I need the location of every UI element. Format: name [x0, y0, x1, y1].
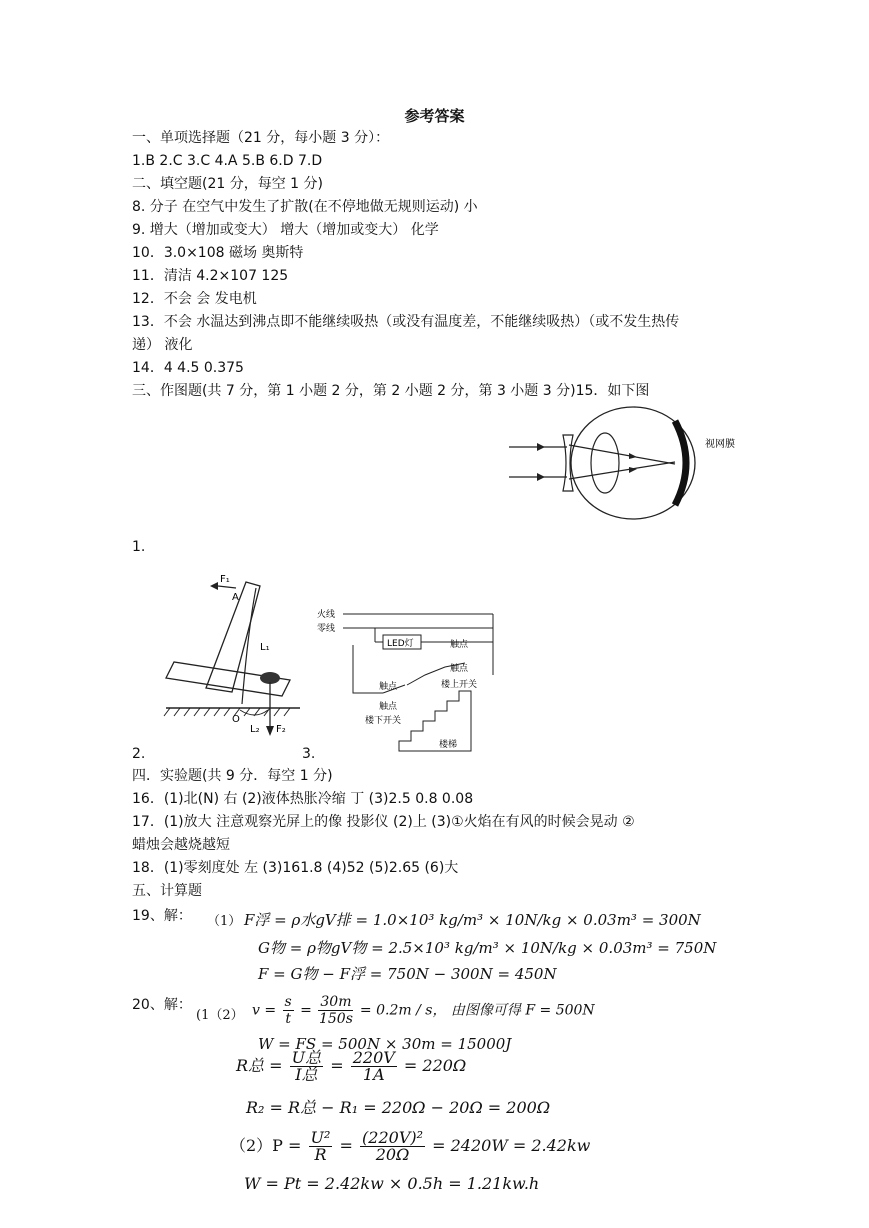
- label-contact-1: 触点: [450, 640, 469, 650]
- math-20-velocity: v = $\frac{s}{t}$ = $\frac{30m}{150s}$ = 0.2m / s， 由图像可得 F = 500N: [252, 994, 595, 1027]
- label-o: O: [232, 714, 240, 725]
- answer-line-13: 13．不会 水温达到沸点即不能继续吸热（或没有温度差，不能继续吸热）（或不发生热传: [132, 314, 680, 330]
- answer-label-20: 20、解：: [132, 997, 192, 1013]
- arm-l2: [240, 710, 268, 715]
- arrow-head-icon: [266, 726, 274, 736]
- math-19-net-force: F = G物 − F浮 = 750N − 300N = 450N: [258, 965, 557, 983]
- label-contact-2: 触点: [450, 664, 469, 674]
- section-heading-fill: 二、填空题(21 分，每空 1 分): [132, 176, 323, 192]
- answer-line-12: 12．不会 会 发电机: [132, 291, 257, 307]
- answer-line-13-cont: 递） 液化: [132, 337, 193, 353]
- page-title: 参考答案: [404, 107, 465, 125]
- math-19-buoyancy: F浮 = ρ水gV排 = 1.0×10³ kg/m³ × 10N/kg × 0.03m³ = 300N: [244, 911, 701, 929]
- answer-line-17: 17．(1)放大 注意观察光屏上的像 投影仪 (2)上 (3)①火焰在有风的时候会晃动 ②: [132, 814, 635, 830]
- math-20-total-resistance: R总 = $\frac{\text{U总}}{\text{I总}}$ = $\frac{220V}{1A}$ = 220Ω: [236, 1048, 467, 1084]
- answer-line-18: 18．(1)零刻度处 左 (3)161.8 (4)52 (5)2.65 (6)大: [132, 860, 459, 876]
- label-f2: F₂: [276, 724, 286, 735]
- label-a: A: [232, 592, 239, 603]
- math-20-r2: R₂ = R总 − R₁ = 220Ω − 20Ω = 200Ω: [246, 1098, 551, 1117]
- answer-line-16: 16．(1)北(N) 右 (2)液体热胀冷缩 丁 (3)2.5 0.8 0.08: [132, 791, 474, 807]
- label-contact-4: 触点: [379, 702, 398, 712]
- lever-diagram: [160, 570, 310, 740]
- section-heading-choice: 一、单项选择题（21 分，每小题 3 分）：: [132, 130, 390, 146]
- label-neutral-wire: 零线: [317, 624, 336, 634]
- figure-number-2: 2.: [132, 746, 146, 762]
- force-f1: [218, 586, 236, 588]
- answer-line-choice: 1.B 2.C 3.C 4.A 5.B 6.D 7.D: [132, 153, 323, 169]
- math-20-part-label: (1（2）: [196, 1008, 244, 1023]
- figure-number-3: 3.: [302, 746, 316, 762]
- answer-line-10: 10．3.0×108 磁场 奥斯特: [132, 245, 304, 261]
- label-stairs: 楼梯: [439, 740, 458, 750]
- answer-line-9: 9. 增大（增加或变大） 增大（增加或变大） 化学: [132, 222, 439, 238]
- circuit-diagram: [315, 605, 505, 755]
- label-l1: L₁: [260, 642, 270, 653]
- math-20-work: W = FS = 500N × 30m = 15000J: [258, 1035, 512, 1053]
- label-live-wire: 火线: [317, 610, 336, 620]
- label-l2: L₂: [250, 724, 260, 735]
- arrow-head-icon: [210, 582, 218, 590]
- label-led: LED灯: [387, 639, 414, 649]
- eye-crystalline-lens: [591, 433, 619, 493]
- section-heading-calculation: 五、计算题: [132, 883, 202, 899]
- stairs: [399, 691, 471, 751]
- light-ray-upper-out: [569, 445, 675, 464]
- label-contact-3: 触点: [379, 682, 398, 692]
- label-f1: F₁: [220, 574, 230, 585]
- retina: [675, 421, 686, 505]
- arrow-head-icon: [537, 443, 545, 451]
- section-heading-experiment: 四．实验题(共 9 分．每空 1 分): [132, 768, 333, 784]
- math-20-energy: W = Pt = 2.42kw × 0.5h = 1.21kw.h: [244, 1174, 540, 1193]
- answer-line-17-cont: 蜡烛会越烧越短: [132, 837, 230, 853]
- figure-number-1: 1.: [132, 539, 146, 555]
- section-heading-drawing: 三、作图题(共 7 分，第 1 小题 2 分，第 2 小题 2 分，第 3 小题 3 分)15．如下图: [132, 383, 650, 399]
- answer-line-11: 11．清洁 4.2×107 125: [132, 268, 289, 284]
- arrow-head-icon: [537, 473, 545, 481]
- label-downstairs-switch: 楼下开关: [365, 716, 402, 726]
- label-upstairs-switch: 楼上开关: [441, 680, 478, 690]
- math-19-gravity: G物 = ρ物gV物 = 2.5×10³ kg/m³ × 10N/kg × 0.03m³ = 750N: [258, 939, 717, 957]
- math-20-power: （2）P = $\frac{\text{U²}}{R}$ = $\frac{\text{(220V)²}}{20\Omega}$ = 2420W = 2.42kw: [230, 1128, 591, 1164]
- answer-line-14: 14．4 4.5 0.375: [132, 360, 244, 376]
- math-19-part-label: （1）: [207, 914, 242, 929]
- answer-label-19: 19、解：: [132, 908, 192, 924]
- ground-hatching: [164, 708, 290, 716]
- arrow-head-icon: [629, 453, 637, 459]
- answer-line-8: 8. 分子 在空气中发生了扩散(在不停地做无规则运动) 小: [132, 199, 478, 215]
- eye-diagram: [505, 405, 755, 530]
- retina-label: 视网膜: [705, 439, 735, 450]
- light-ray-lower-out: [569, 462, 675, 479]
